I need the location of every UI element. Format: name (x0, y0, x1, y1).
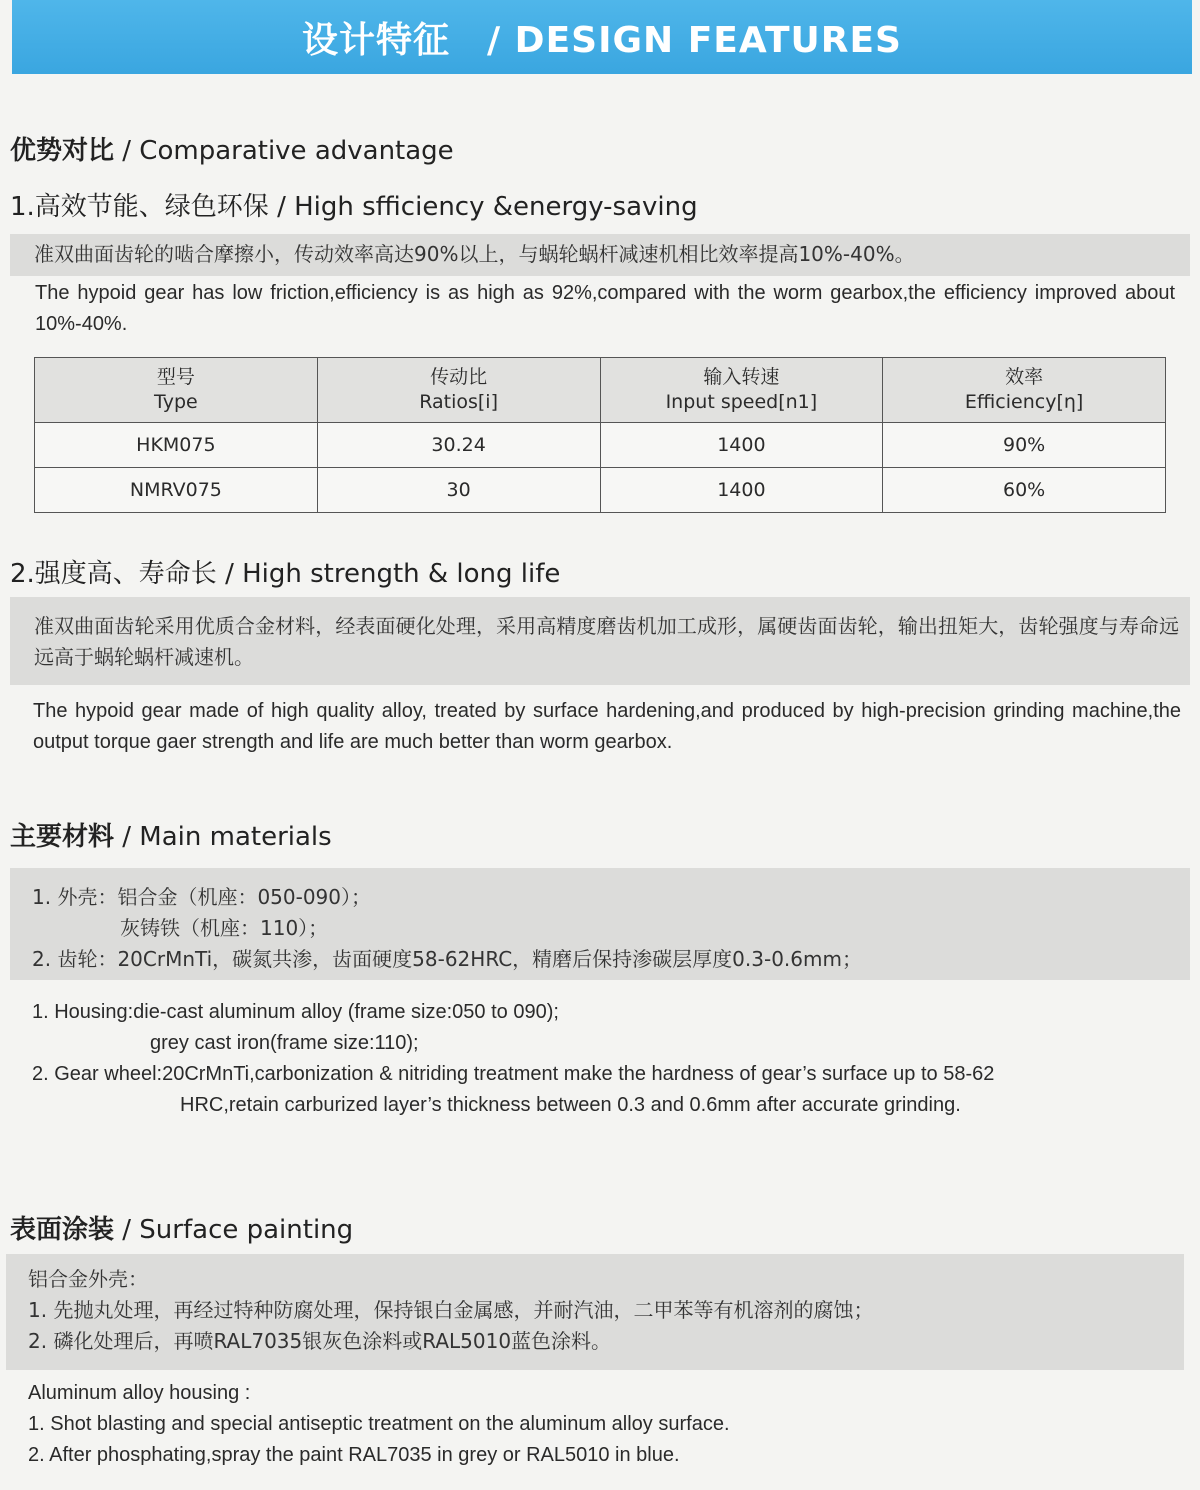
painting-cn-line: 铝合金外壳： (28, 1267, 148, 1291)
materials-en-line: 1. Housing:die-cast aluminum alloy (frame size:050 to 090); (32, 1001, 559, 1023)
cell-type: NMRV075 (35, 468, 318, 513)
heading-cn: 优势对比 (10, 136, 115, 166)
cell-efficiency: 60% (883, 468, 1166, 513)
painting-en-line: 2. After phosphating,spray the paint RAL7035 in grey or RAL5010 in blue. (28, 1444, 680, 1466)
item1-title: 1.高效节能、绿色环保 / High sfficiency &energy-saving (10, 192, 698, 222)
heading-en: / Main materials (114, 822, 332, 852)
comparative-advantage-heading (10, 130, 454, 167)
table-header-row (35, 358, 1166, 423)
heading-cn: 表面涂装 (10, 1215, 115, 1245)
item1-en-text: The hypoid gear has low friction,efficiency is as high as 92%,compared with the worm gearbox,the efficiency improved about 10%-40%. (35, 282, 1175, 335)
item2-cn-box (10, 597, 1190, 685)
col-efficiency-header: 效率 Efficiency[η] (883, 358, 1166, 423)
materials-cn-box (10, 868, 1190, 980)
item1-cn-box (10, 234, 1190, 276)
materials-cn-line: 1. 外壳：铝合金（机座：050-090）； (32, 885, 372, 909)
cell-efficiency: 90% (883, 423, 1166, 468)
painting-en-line: 1. Shot blasting and special antiseptic treatment on the aluminum alloy surface. (28, 1413, 730, 1435)
painting-cn-line: 1. 先抛丸处理，再经过特种防腐处理，保持银白金属感，并耐汽油，二甲苯等有机溶剂的腐蚀； (28, 1298, 874, 1322)
main-materials-heading (10, 816, 332, 853)
painting-cn-line: 2. 磷化处理后，再喷RAL7035银灰色涂料或RAL5010蓝色涂料。 (28, 1329, 612, 1353)
table-row (35, 468, 1166, 513)
col-input-speed-header: 输入转速 Input speed[n1] (600, 358, 883, 423)
heading-cn: 主要材料 (10, 822, 115, 852)
item2-en-text: The hypoid gear made of high quality alloy, treated by surface hardening,and produced by high-precision grinding machine,the output torque gaer strength and life are much better than worm gearbox. (33, 700, 1181, 753)
item2-title: 2.强度高、寿命长 / High strength & long life (10, 559, 561, 589)
heading-en: / Surface painting (114, 1215, 354, 1245)
materials-cn-line: 2. 齿轮：20CrMnTi，碳氮共渗，齿面硬度58-62HRC，精磨后保持渗碳层厚度0.3-0.6mm； (32, 947, 862, 971)
painting-cn-box (6, 1254, 1184, 1370)
surface-painting-heading (10, 1209, 353, 1246)
cell-ratio: 30.24 (317, 423, 600, 468)
materials-cn-line: 灰铸铁（机座：110）； (120, 916, 329, 940)
heading-en: / Comparative advantage (114, 136, 454, 166)
cell-ratio: 30 (317, 468, 600, 513)
comparison-table (34, 357, 1166, 513)
col-ratios-header: 传动比 Ratios[i] (317, 358, 600, 423)
cell-type: HKM075 (35, 423, 318, 468)
materials-en-block (32, 997, 1182, 1121)
banner-title: 设计特征 / DESIGN FEATURES (302, 19, 902, 61)
item1-cn-text: 准双曲面齿轮的啮合摩擦小，传动效率高达90%以上，与蜗轮蜗杆减速机相比效率提高10%-40%。 (34, 242, 915, 266)
table-row (35, 423, 1166, 468)
painting-en-block (28, 1378, 1178, 1471)
cell-input-speed: 1400 (600, 468, 883, 513)
materials-en-line: HRC,retain carburized layer’s thickness between 0.3 and 0.6mm after accurate grinding. (180, 1094, 961, 1116)
col-type-header: 型号 Type (35, 358, 318, 423)
cell-input-speed: 1400 (600, 423, 883, 468)
item2-cn-text: 准双曲面齿轮采用优质合金材料，经表面硬化处理，采用高精度磨齿机加工成形，属硬齿面齿轮，输出扭矩大，齿轮强度与寿命远远高于蜗轮蜗杆减速机。 (34, 614, 1179, 669)
header-banner (12, 0, 1192, 74)
painting-en-line: Aluminum alloy housing : (28, 1382, 251, 1404)
materials-en-line: 2. Gear wheel:20CrMnTi,carbonization & nitriding treatment make the hardness of gear’s surface up to 58-62 (32, 1063, 995, 1085)
materials-en-line: grey cast iron(frame size:110); (150, 1032, 419, 1054)
